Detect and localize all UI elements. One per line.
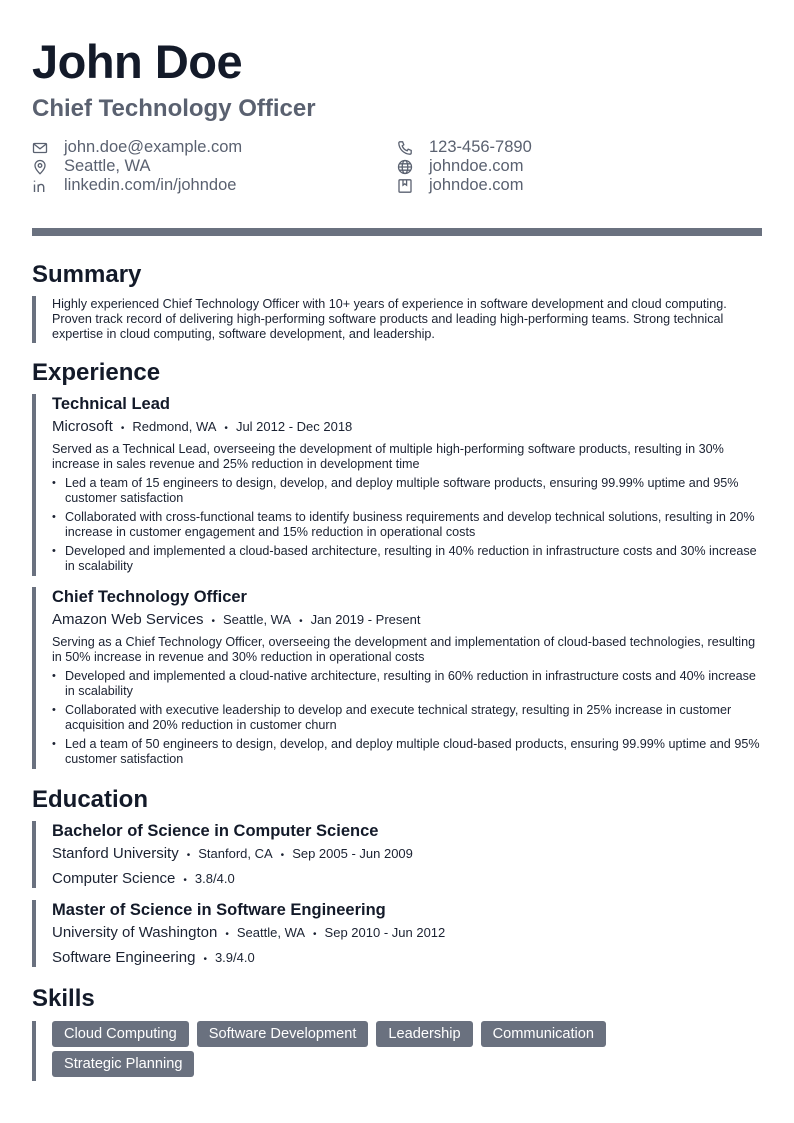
separator-dot: • [186,850,191,861]
experience-position: Technical Lead [52,395,170,413]
skills-heading: Skills [32,985,95,1012]
education-school: Stanford University [52,845,179,862]
skill-tag: Strategic Planning [52,1051,194,1077]
experience-bullets [52,476,762,574]
contact-website[interactable] [397,157,523,176]
experience-dates: Jan 2019 - Present [310,612,421,627]
experience-bullets [52,669,762,767]
contact-location [32,157,151,176]
candidate-title: Chief Technology Officer [32,95,316,122]
experience-entry [32,587,762,769]
education-degree: Master of Science in Software Engineering [52,901,386,919]
education-field: Computer Science [52,870,176,887]
separator-dot: • [313,929,317,940]
education-meta [52,844,762,866]
linkedin-icon [32,178,48,194]
separator-dot: • [280,850,285,861]
education-degree: Bachelor of Science in Computer Science [52,822,379,840]
experience-meta [52,610,762,632]
experience-position: Chief Technology Officer [52,588,247,606]
summary-heading: Summary [32,261,142,288]
list-item: • Collaborated with cross-functional teams to identify business requirements and develop technical solutions, resulting in 20% increase in customer engagement and 15% reduction in operational costs [52,510,762,540]
contact-linkedin[interactable] [32,176,236,195]
separator-dot: • [120,423,125,434]
experience-company: Amazon Web Services [52,611,204,628]
contact-website-text: johndoe.com [429,157,524,175]
education-heading: Education [32,786,149,813]
experience-company: Microsoft [52,418,113,435]
header-divider [32,228,762,236]
location-pin-icon [32,159,48,175]
education-location: Stanford, CA [198,846,273,861]
candidate-name: John Doe [32,35,243,88]
experience-location: Redmond, WA [132,419,217,434]
education-field-line [52,948,762,970]
contact-phone-text: 123-456-7890 [429,138,532,156]
skill-tag: Communication [481,1021,606,1047]
separator-dot: • [225,929,229,940]
experience-meta [52,417,762,439]
summary-text: Highly experienced Chief Technology Officer with 10+ years of experience in software development and cloud computing. Proven track record of delivering high-performing software products and leading high-performing teams. Strong technical expertise in cloud computing, software development, and leadership. [52,297,727,341]
education-entry [32,900,762,967]
education-dates: Sep 2005 - Jun 2009 [292,846,413,861]
list-item: • Led a team of 15 engineers to design, develop, and deploy multiple software products, ensuring 99.99% uptime and 95% customer satisfaction [52,476,762,506]
experience-description: Served as a Technical Lead, overseeing the development of multiple high-performing software products, resulting in 30% increase in sales revenue and 25% reduction in development time [52,442,724,471]
globe-icon [397,159,413,175]
contact-phone[interactable] [397,138,532,157]
skills-block [32,1021,762,1081]
skill-tag: Cloud Computing [52,1021,189,1047]
education-location: Seattle, WA [236,925,306,940]
education-field: Software Engineering [52,949,196,966]
phone-icon [397,140,413,156]
skills-list [52,1021,692,1077]
experience-location: Seattle, WA [222,612,292,627]
contact-portfolio-text: johndoe.com [429,176,524,194]
contact-email-text: john.doe@example.com [64,138,243,156]
contact-linkedin-text: linkedin.com/in/johndoe [64,176,237,194]
education-gpa: 3.9/4.0 [214,950,255,965]
summary-block [32,296,762,343]
portfolio-icon [397,178,413,194]
education-school: University of Washington [52,924,218,941]
contact-portfolio[interactable] [397,176,523,195]
skill-tag: Leadership [376,1021,472,1047]
separator-dot: • [224,423,228,434]
education-dates: Sep 2010 - Jun 2012 [324,925,446,940]
experience-description: Serving as a Chief Technology Officer, overseeing the development and implementation of cloud-based technologies, resulting in 50% increase in revenue and 30% reduction in operational costs [52,635,756,664]
separator-dot: • [211,616,215,627]
separator-dot: • [203,954,207,965]
skill-tag: Software Development [197,1021,369,1047]
contact-email[interactable] [32,138,242,157]
education-entry [32,821,762,888]
list-item: • Led a team of 50 engineers to design, develop, and deploy multiple cloud-based products, ensuring 99.99% uptime and 95% customer satisfaction [52,737,762,767]
education-field-line [52,869,762,891]
list-item: • Developed and implemented a cloud-native architecture, resulting in 60% reduction in infrastructure costs and 40% increase in scalability [52,669,762,699]
separator-dot: • [183,875,187,886]
experience-heading: Experience [32,359,161,386]
experience-entry [32,394,762,576]
education-gpa: 3.8/4.0 [194,871,235,886]
contact-location-text: Seattle, WA [64,157,151,175]
education-meta [52,923,762,945]
list-item: • Collaborated with executive leadership to develop and execute technical strategy, resulting in 25% increase in customer acquisition and 20% reduction in customer churn [52,703,762,733]
list-item: • Developed and implemented a cloud-based architecture, resulting in 40% reduction in infrastructure costs and 30% increase in scalability [52,544,762,574]
separator-dot: • [299,616,303,627]
mail-icon [32,140,48,156]
experience-dates: Jul 2012 - Dec 2018 [235,419,353,434]
